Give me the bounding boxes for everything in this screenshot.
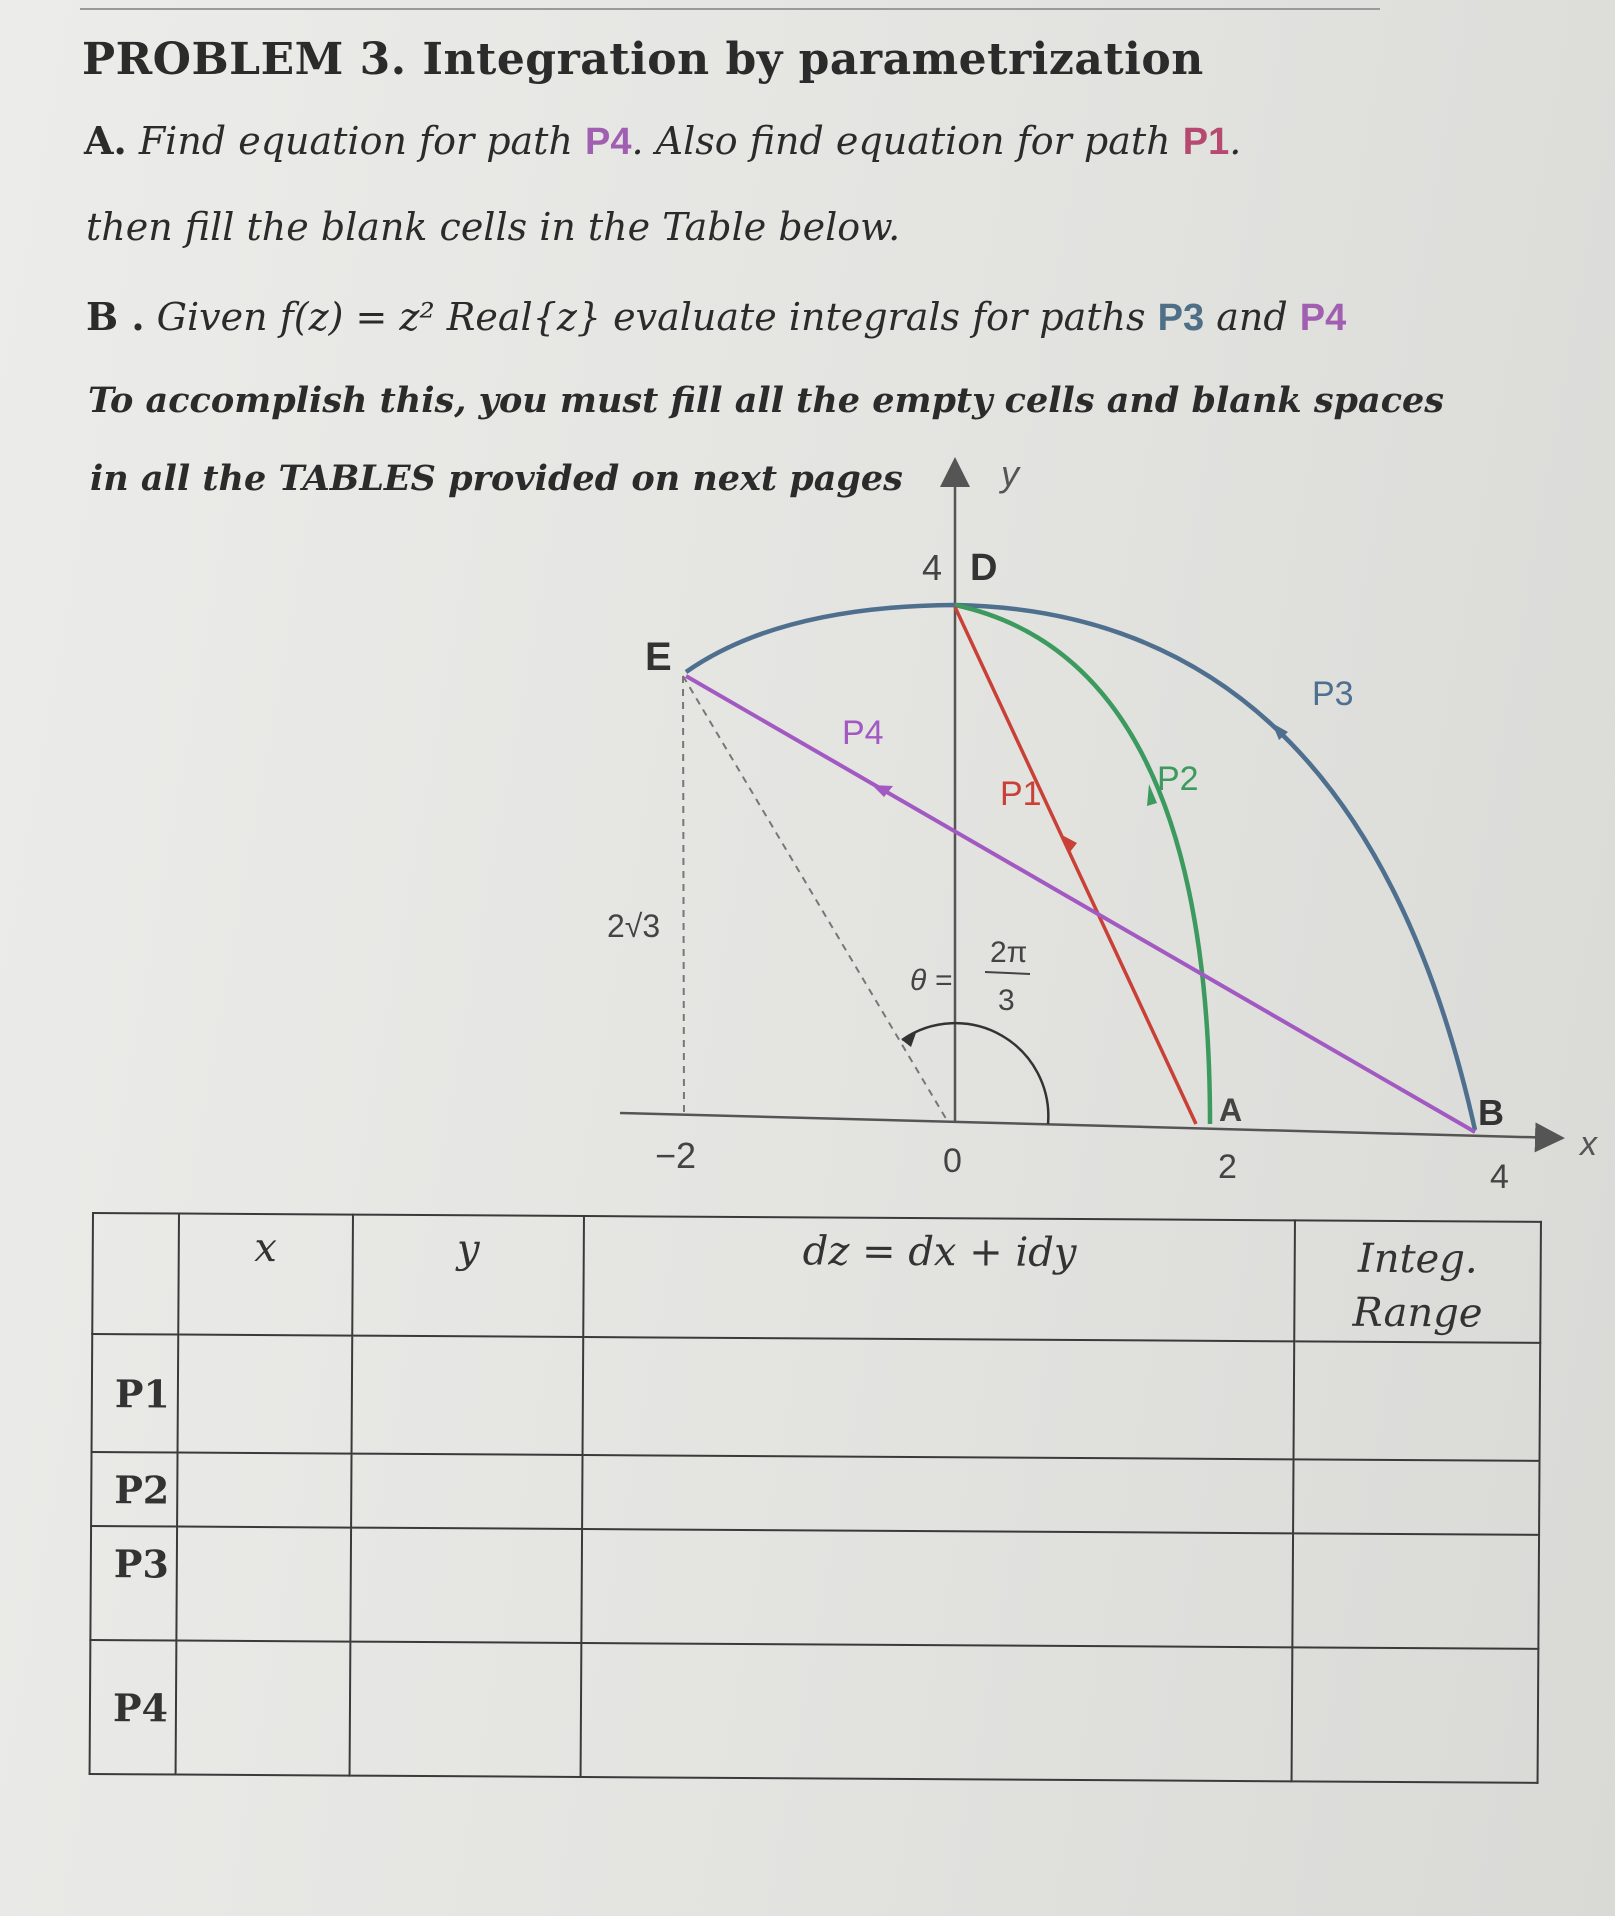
cell-p1-y[interactable]	[351, 1336, 583, 1455]
angle-arc	[902, 1023, 1048, 1124]
cell-p4-dz[interactable]	[581, 1643, 1293, 1781]
part-b-and: and	[1216, 295, 1288, 339]
row-label-p2: P2	[91, 1452, 177, 1527]
path-p2-arc	[955, 605, 1210, 1124]
part-a-end: .	[1229, 119, 1242, 163]
cell-p3-y[interactable]	[350, 1528, 582, 1643]
problem-title: PROBLEM 3. Integration by parametrization	[82, 34, 1204, 85]
x-tick-2: 2	[1218, 1148, 1237, 1186]
path-p1-label: P1	[1000, 775, 1042, 813]
y-tick-4: 4	[922, 547, 943, 588]
x-axis	[620, 1113, 1560, 1138]
cell-p3-x[interactable]	[176, 1527, 350, 1642]
point-e-label: E	[645, 635, 672, 679]
cell-p1-dz[interactable]	[583, 1337, 1295, 1459]
table-row	[92, 1334, 1541, 1461]
part-a-text: Find equation for path	[138, 119, 573, 163]
table-row	[90, 1640, 1539, 1783]
theta-label: θ =	[910, 964, 953, 997]
part-b-text: Given f(z) = z² Real{z} evaluate integrals for paths	[156, 295, 1146, 339]
point-b-label: B	[1478, 1092, 1504, 1133]
note-line-1: To accomplish this, you must fill all the empty cells and blank spaces	[88, 380, 1444, 421]
point-d-label: D	[970, 547, 998, 589]
x-tick-0: 0	[943, 1142, 962, 1180]
x-axis-label: x	[1580, 1125, 1597, 1163]
path-p4-label: P4	[842, 714, 884, 752]
row-label-p3: P3	[90, 1526, 177, 1641]
cell-p3-dz[interactable]	[582, 1529, 1294, 1647]
angle-numerator: 2π	[990, 936, 1028, 969]
path-p3-label: P3	[1312, 675, 1354, 713]
path-p1-line	[955, 607, 1196, 1124]
table-row	[90, 1526, 1539, 1649]
point-a-label: A	[1219, 1092, 1243, 1128]
part-a-line-2: then fill the blank cells in the Table below.	[86, 205, 901, 249]
part-b-prefix: B .	[86, 294, 145, 339]
path-p4-line	[686, 676, 1475, 1132]
header-y: y	[352, 1215, 584, 1337]
part-a-prefix: A.	[84, 118, 127, 163]
angle-arc-arrow	[902, 1030, 917, 1047]
path-p1-arrow	[1060, 834, 1077, 852]
part-a-path-p4: P4	[585, 121, 632, 163]
row-label-p4: P4	[90, 1640, 177, 1775]
angle-denominator: 3	[998, 984, 1015, 1017]
cell-p2-y[interactable]	[351, 1454, 583, 1529]
table-header-row	[92, 1213, 1541, 1343]
cell-p3-range[interactable]	[1293, 1533, 1540, 1648]
cell-p4-range[interactable]	[1292, 1647, 1539, 1782]
cell-p4-x[interactable]	[176, 1641, 351, 1776]
header-x: x	[178, 1214, 352, 1336]
y-axis-label: y	[1001, 453, 1019, 494]
part-a-mid: . Also find equation for path	[631, 119, 1171, 163]
answer-table	[89, 1212, 1542, 1784]
header-integ-range: Integ. Range	[1294, 1220, 1541, 1342]
angle-fraction-bar	[985, 972, 1030, 974]
vertical-dashed-line	[683, 676, 684, 1117]
note-line-2: in all the TABLES provided on next pages	[90, 458, 903, 499]
row-label-p1: P1	[92, 1334, 179, 1453]
y-tick-e: 2√3	[607, 908, 661, 944]
table-row	[91, 1452, 1539, 1535]
part-b-path-p4: P4	[1299, 297, 1347, 339]
header-dz: dz = dx + idy	[584, 1216, 1296, 1341]
cell-p1-x[interactable]	[178, 1335, 352, 1454]
header-corner-cell	[92, 1213, 179, 1335]
cell-p2-range[interactable]	[1293, 1459, 1539, 1535]
part-a-path-p1: P1	[1182, 121, 1230, 163]
cell-p2-x[interactable]	[177, 1453, 351, 1528]
path-p3-arc	[686, 605, 1475, 1130]
path-p2-label: P2	[1157, 760, 1199, 798]
cell-p2-dz[interactable]	[582, 1455, 1293, 1533]
x-tick-neg2: −2	[655, 1135, 697, 1176]
cell-p1-range[interactable]	[1294, 1341, 1541, 1460]
cell-p4-y[interactable]	[349, 1642, 581, 1777]
radius-dashed-line	[683, 676, 948, 1122]
x-tick-4: 4	[1490, 1158, 1509, 1196]
part-b-path-p3: P3	[1157, 297, 1205, 339]
